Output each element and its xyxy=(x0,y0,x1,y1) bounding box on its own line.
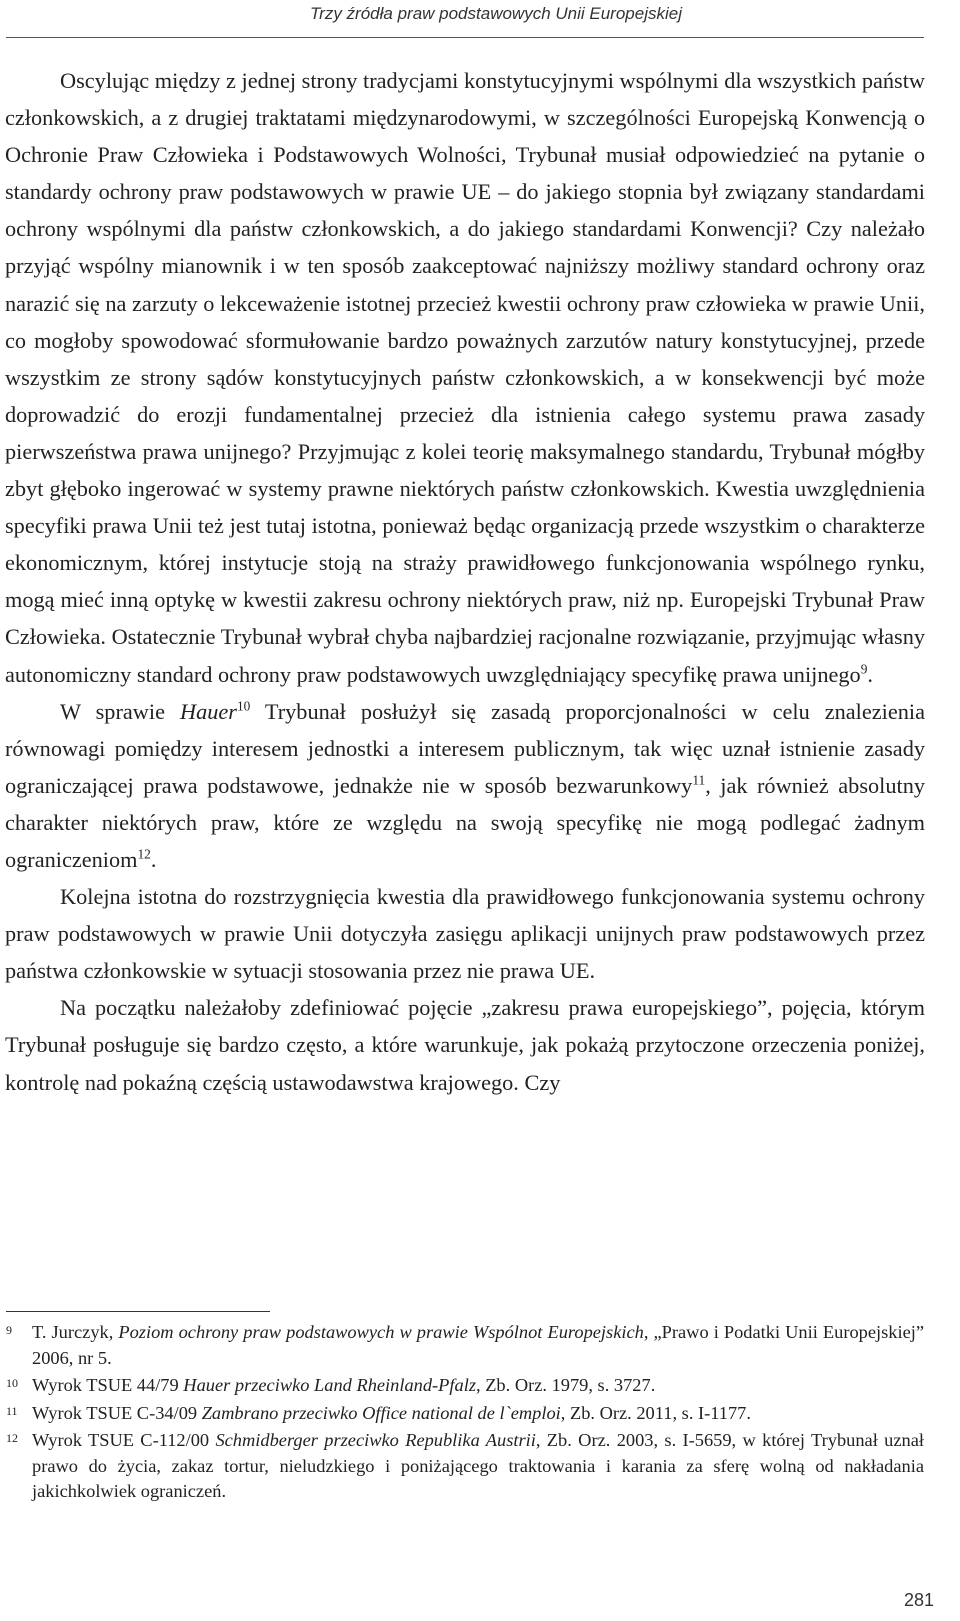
paragraph-2-text-a: W sprawie xyxy=(60,698,180,724)
paragraph-1-text: Oscylując między z jednej strony tradycjami konstytucyjnymi wspólnymi dla wszystkich państw członkowskich, a z drugiej traktatami międzynarodowymi, w szczególności Europejską Konwencją o Ochronie Praw Człowieka i Podstawowych Wolności, Trybunał musiał odpowiedzieć na pytanie o standardy ochrony praw podstawowych w prawie UE – do jakiego stopnia był związany standardami ochrony wspólnymi dla państw członkowskich, a do jakiego standardami Konwencji? Czy należało przyjąć wspólny mianownik i w ten sposób zaakceptować najniższy możliwy standard ochrony oraz narazić się na zarzuty o lekceważenie istotnej przecież kwestii ochrony praw człowieka w prawie Unii, co mogłoby spowodować sformułowanie bardzo poważnych zarzutów natury konstytucyjnej, przede wszystkim ze strony sądów konstytucyjnych państw członkowskich, a w konsekwencji być może doprowadzić do erozji fundamentalnej przecież dla istnienia całego systemu prawa zasady pierwszeństwa prawa unijnego? Przyjmując z kolei teorię maksymalnego standardu, Trybunał mógłby zbyt głęboko ingerować w systemy prawne niektórych państw członkowskich. Kwestia uwzględnienia specyfiki prawa Unii też jest tutaj istotna, ponieważ będąc organizacją przede wszystkim o charakterze ekonomicznym, której instytucje stoją na straży prawidłowego funkcjonowania wspólnego rynku, mogą mieć inną optykę w kwestii zakresu ochrony niektórych praw, niż np. Europejski Trybunał Praw Człowieka. Ostatecznie Trybunał wybrał chyba najbardziej racjonalne rozwiązanie, przyjmując własny autonomiczny standard ochrony praw podstawowych uwzględniający specyfikę prawa unijnego xyxy=(5,68,925,687)
footnote-ref-10: 10 xyxy=(236,698,251,714)
footnote-ref-11: 11 xyxy=(692,772,706,788)
footnote-text: T. Jurczyk, xyxy=(32,1322,119,1342)
footnote-text: , Zb. Orz. 1979, s. 3727. xyxy=(476,1375,656,1395)
footnote-12 xyxy=(6,1428,924,1505)
footnote-ref-12: 12 xyxy=(137,846,151,862)
footnote-9 xyxy=(6,1320,924,1371)
footnote-11 xyxy=(6,1401,924,1427)
header-rule xyxy=(6,37,924,38)
footnote-title: Schmidberger przeciwko Republika Austrii xyxy=(215,1430,536,1450)
footnote-text: , Zb. Orz. 2011, s. I-1177. xyxy=(560,1402,751,1423)
body-text xyxy=(5,62,925,1101)
footnote-text: Wyrok TSUE 44/79 xyxy=(32,1375,184,1395)
footnote-number: 10 xyxy=(6,1376,18,1390)
footnote-ref-9: 9 xyxy=(860,661,868,677)
footnote-title: Hauer przeciwko Land Rheinland-Pfalz xyxy=(183,1375,476,1395)
paragraph-2 xyxy=(5,693,925,878)
case-name-hauer: Hauer xyxy=(179,698,237,724)
paragraph-3: Kolejna istotna do rozstrzygnięcia kwestia dla prawidłowego funkcjonowania systemu ochrony praw podstawowych w prawie Unii dotyczyła zasięgu aplikacji unijnych praw podstawowych przez państwa członkowskie w sytuacji stosowania przez nie prawa UE. xyxy=(5,884,925,984)
paragraph-1 xyxy=(5,62,925,693)
paragraph-1-end: . xyxy=(867,661,873,687)
page-number: 281 xyxy=(903,1590,934,1610)
footnote-number: 11 xyxy=(6,1403,18,1418)
footnotes xyxy=(6,1320,924,1507)
footnote-text: , Zb. Orz. 2003, s. I-5659, w której Trybunał uznał prawo do życia, zakaz tortur, nieludzkiego i poniżającego traktowania i karania za sferę wolną od nakładania jakichkolwiek ograniczeń. xyxy=(32,1430,924,1501)
paragraph-2-text-b: Trybunał posłużył się zasadą proporcjonalności w celu znalezienia równowagi pomiędzy interesem jednostki a interesem publicznym, tak więc uznał istnienie zasady ograniczającej prawa podstawowe, jednakże nie w sposób bezwarunkowy xyxy=(5,698,925,798)
running-title: Trzy źródła praw podstawowych Unii Europejskiej xyxy=(310,4,682,23)
footnote-text: , „Prawo i Podatki Unii Europejskiej” 2006, nr 5. xyxy=(32,1322,925,1368)
paragraph-4: Na początku należałoby zdefiniować pojęcie „zakresu prawa europejskiego”, pojęcia, którym Trybunał posługuje się bardzo często, a które warunkuje, jak pokażą przytoczone orzeczenia poniżej, kontrolę nad pokaźną częścią ustawodawstwa krajowego. Czy xyxy=(5,995,925,1095)
footnote-text: Wyrok TSUE C-34/09 xyxy=(32,1402,202,1423)
footnote-number: 12 xyxy=(6,1431,18,1445)
footnote-rule xyxy=(6,1311,270,1312)
running-header xyxy=(0,4,942,24)
footnote-title: Poziom ochrony praw podstawowych w prawie Wspólnot Europejskich xyxy=(118,1322,644,1342)
footnote-10 xyxy=(6,1373,924,1399)
footnote-text: Wyrok TSUE C-112/00 xyxy=(32,1430,216,1450)
footnote-number: 9 xyxy=(6,1323,12,1337)
footnote-title: Zambrano przeciwko Office national de l`emploi xyxy=(201,1402,561,1423)
paragraph-2-text-d: . xyxy=(150,846,157,872)
paragraph-2-text-c: , jak również absolutny charakter niektórych praw, które ze względu na swoją specyfikę nie mogą podlegać żadnym ograniczeniom xyxy=(5,772,925,872)
